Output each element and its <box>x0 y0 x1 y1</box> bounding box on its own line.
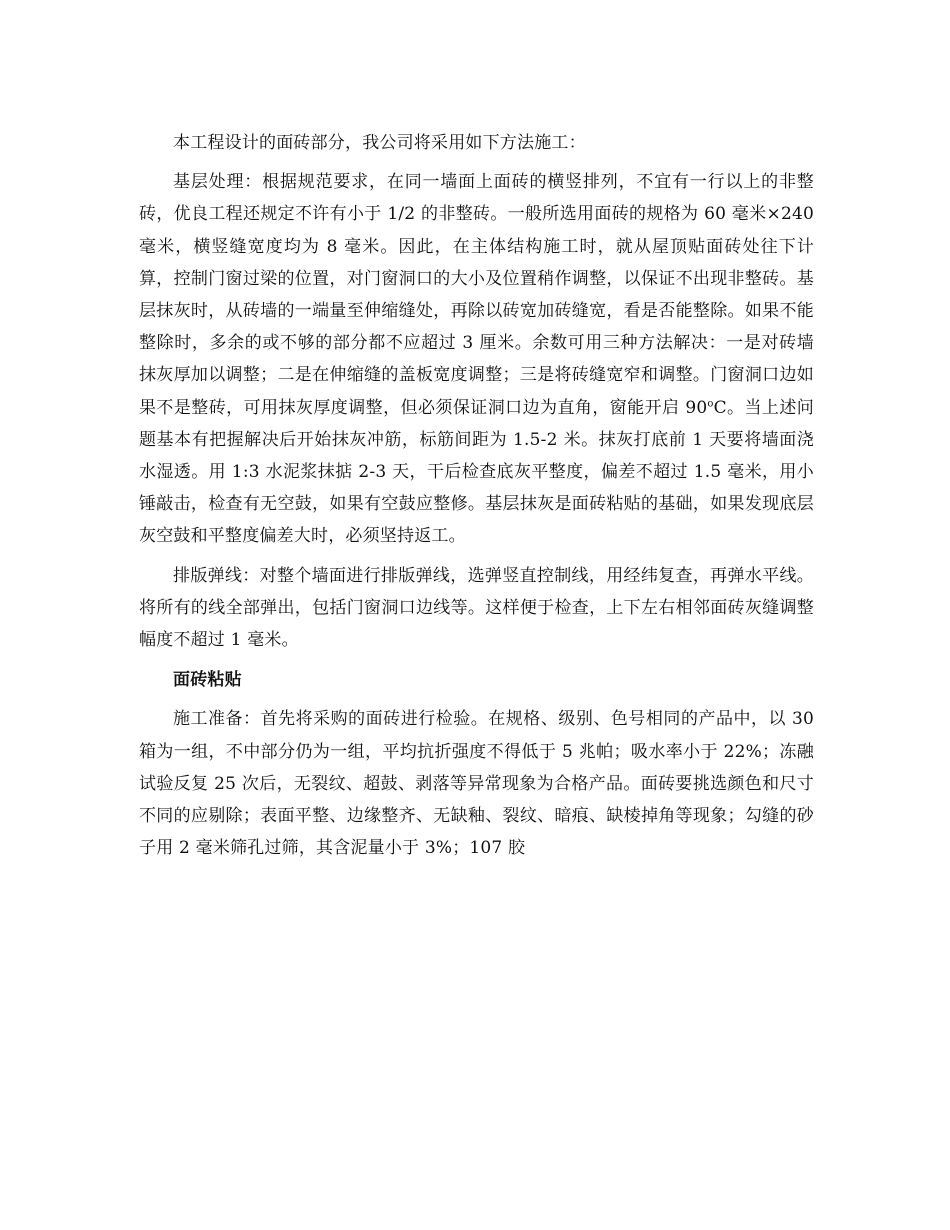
paragraph-text: 本工程设计的面砖部分，我公司将采用如下方法施工： <box>173 133 586 153</box>
paragraph-text: 排版弹线：对整个墙面进行排版弹线，选弹竖直控制线，用经纬复查，再弹水平线。将所有的线全部弹出，包括门窗洞口边线等。这样便于检查，上下左右相邻面砖灰缝调整幅度不超过 1 毫米。 <box>139 565 814 651</box>
paragraph-intro <box>139 127 814 159</box>
paragraph-layout-lines <box>139 560 814 657</box>
section-heading <box>139 664 814 696</box>
paragraph-text: 基层处理：根据规范要求，在同一墙面上面砖的横竖排列，不宜有一行以上的非整砖，优良工程还规定不许有小于 1/2 的非整砖。一般所选用面砖的规格为 60 毫米×240 毫米，横竖缝宽度均为 8 毫米。因此，在主体结构施工时，就从屋顶贴面砖处往下计算，控制门窗过梁的位置，对门窗洞口的大小及位置稍作调整，以保证不出现非整砖。基层抹灰时，从砖墙的一端量至伸缩缝处，再除以砖宽加砖缝宽，看是否能整除。如果不能整除时，多余的或不够的部分都不应超过 3 厘米。余数可用三种方法解决：一是对砖墙抹灰厚加以调整；二是在伸缩缝的盖板宽度调整；三是将砖缝宽窄和调整。门窗洞口边如果不是整砖，可用抹灰厚度调整，但必须保证洞口边为直角，窗能开启 90 <box>139 172 814 418</box>
paragraph-text-continued: C。当上述问题基本有把握解决后开始抹灰冲筋，标筋间距为 1.5-2 米。抹灰打底前 1 天要将墙面浇水湿透。用 1:3 水泥浆抹掂 2-3 天，干后检查底灰平整度，偏差不超过 1.5 毫米，用小锤敲击，检查有无空鼓，如果有空鼓应整修。基层抹灰是面砖粘贴的基础，如果发现底层灰空鼓和平整度偏差大时，必须坚持返工。 <box>139 397 814 547</box>
superscript-degree: o <box>707 397 714 409</box>
document-page <box>139 127 814 864</box>
paragraph-text: 施工准备：首先将采购的面砖进行检验。在规格、级别、色号相同的产品中，以 30 箱为一组，不中部分仍为一组，平均抗折强度不得低于 5 兆帕；吸水率小于 22%；冻融试验反复 25 次后，无裂纹、超鼓、剥落等异常现象为合格产品。面砖要挑选颜色和尺寸不同的应剔除；表面平整、边缘整齐、无缺釉、裂纹、暗痕、缺棱掉角等现象；勾缝的砂子用 2 毫米筛孔过筛，其含泥量小于 3%；107 胶 <box>139 709 814 859</box>
heading-text: 面砖粘贴 <box>173 670 242 691</box>
paragraph-preparation <box>139 703 814 864</box>
paragraph-base-treatment <box>139 166 814 552</box>
